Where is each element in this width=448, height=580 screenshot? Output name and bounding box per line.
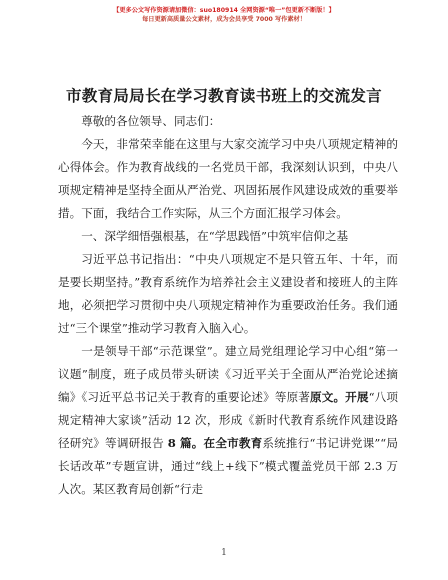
section-heading-1: 一、深学细悟强根基，在“学思践悟”中筑牢信仰之基: [81, 229, 349, 243]
paragraph-intro: 今天，非常荣幸能在这里与大家交流学习中央八项规定精神的心得体会。作为教育战线的一名党员干部，我深刻认识到，中央八项规定精神是坚持全面从严治党、巩固拓展作风建设成效的重要举措。下面，我结合工作实际，从三个方面汇报学习体会。: [58, 137, 398, 220]
promo-line-1: 【更多公文写作资源请加微信：suo180914 全网资源“唯一”包更新不断版！】: [113, 7, 335, 14]
bold-text: 8 篇。在全市教育: [167, 436, 263, 450]
salutation: 尊敬的各位领导、同志们：: [81, 114, 221, 128]
paragraph-quote: 习近平总书记指出：“中央八项规定不是只管五年、十年，而是要长期坚持。”教育系统作为培养社会主义建设者和接班人的主阵地，必须把学习贯彻中央八项规定精神作为重要政治任务。我们通过“三个课堂”推动学习教育入脑入心。: [58, 252, 398, 335]
document-title: 市教育局局长在学习教育读书班上的交流发言: [65, 86, 382, 105]
document-body: [58, 110, 398, 501]
paragraph-text: 一是领导干部“示范课堂”。建立局党组理论学习中心组“第一议题”制度，班子成员带头研读《习近平关于全面从严治党论述摘编》《习近平总书记关于教育的重要论述》等原著: [58, 344, 398, 404]
promo-line-2: 每日更新高质量公文素材，成为会员享受 7000 写作素材！: [142, 16, 306, 23]
paragraph-text: “八项规定精神大家谈”活动 12 次，形成《新时代教育系统作风建设路径研究》等调研报告: [58, 390, 398, 450]
paragraph-text: 系统推行“书记讲党课”“局长话改革”专题宣讲，通过“线上+线下”模式覆盖党员干部 2.3 万人次。某区教育局创新“行走: [58, 436, 398, 496]
promo-banner: [0, 6, 448, 24]
bold-text: 原文。开展: [310, 390, 369, 404]
page-number: 1: [221, 548, 227, 558]
paragraph-demo-class: [58, 340, 398, 501]
